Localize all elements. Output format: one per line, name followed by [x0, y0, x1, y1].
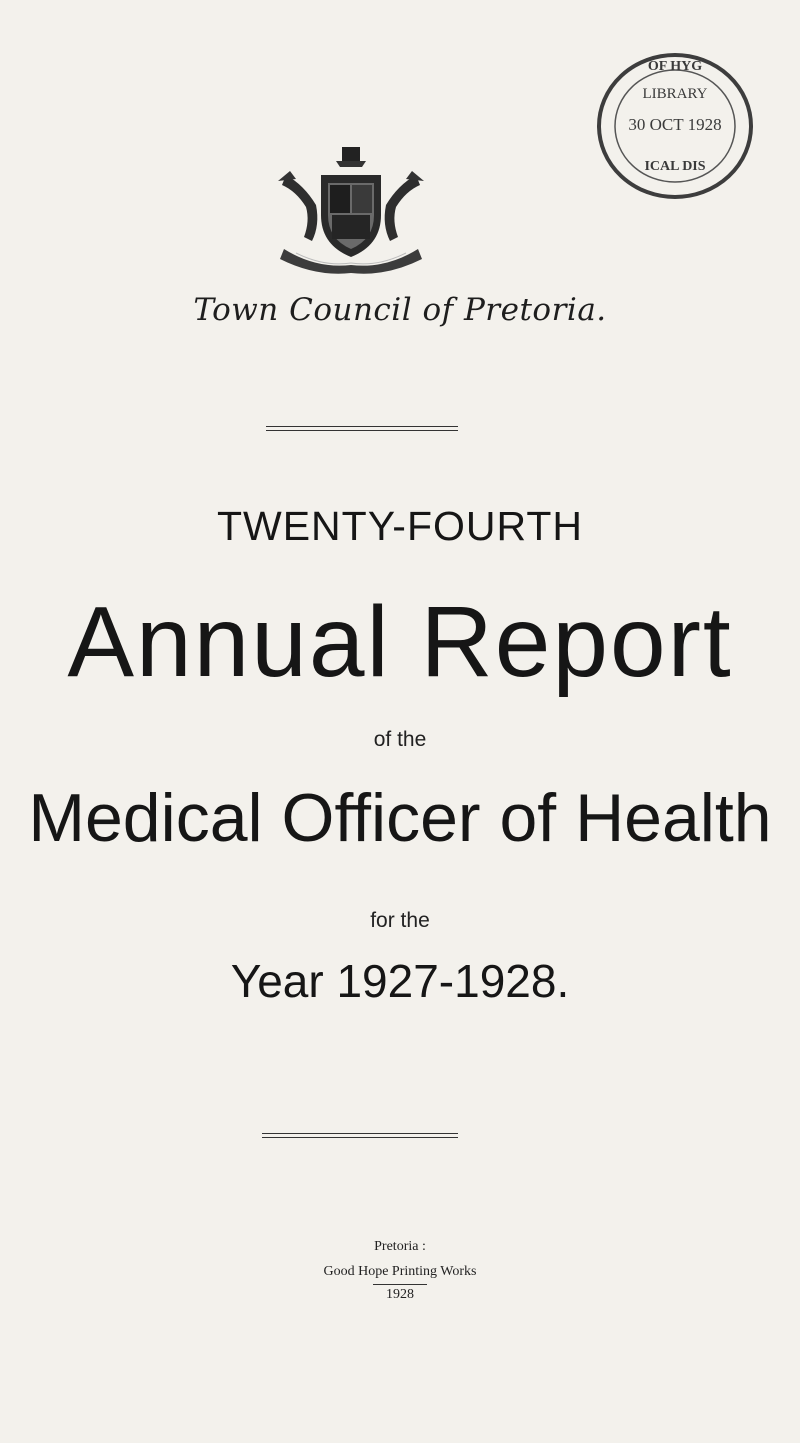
imprint-printer: Good Hope Printing Works — [323, 1264, 477, 1279]
report-ordinal: TWENTY-FOURTH — [216, 503, 584, 549]
report-title: Annual Report — [67, 586, 733, 698]
report-year: Year 1927-1928. — [230, 955, 570, 1007]
council-heading: Town Council of Pretoria. — [193, 292, 607, 328]
library-stamp — [596, 52, 754, 200]
for-the-text: for the — [370, 909, 430, 932]
officer-title: Medical Officer of Health — [28, 780, 772, 856]
bottom-divider — [262, 1133, 458, 1134]
coat-of-arms-icon — [276, 145, 426, 275]
imprint-place: Pretoria : — [374, 1239, 426, 1254]
stamp-date: 30 OCT 1928 — [628, 115, 722, 134]
stamp-library-text: LIBRARY — [642, 86, 708, 102]
top-divider — [266, 426, 458, 427]
stamp-bottom-text: ICAL DIS — [644, 159, 706, 174]
imprint-year: 1928 — [386, 1287, 414, 1302]
stamp-top-text: OF HYG — [647, 59, 703, 74]
of-the-text: of the — [373, 728, 427, 751]
imprint-divider — [373, 1284, 427, 1285]
